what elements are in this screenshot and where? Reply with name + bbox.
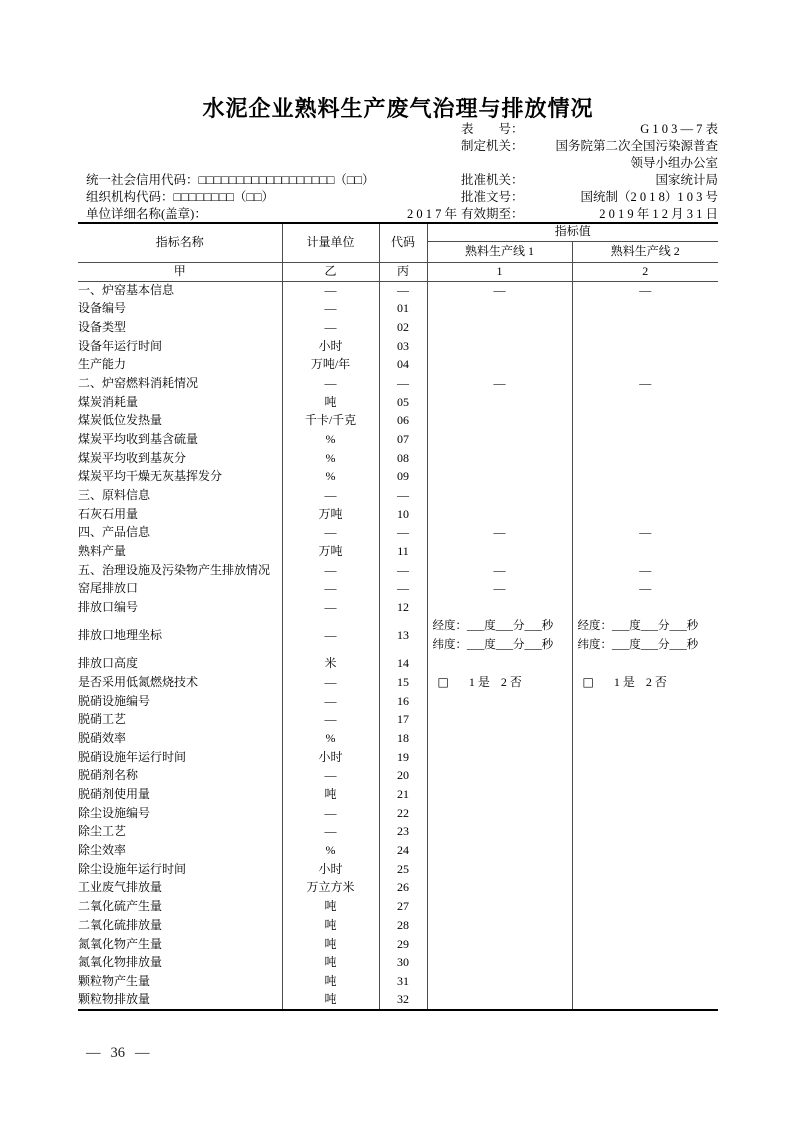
unit-cell: — — [282, 823, 379, 842]
value-cell-line2: — — [572, 524, 718, 543]
unit-cell: 吨 — [282, 393, 379, 412]
meta-label: 批准文号： — [461, 190, 524, 204]
meta-value: G 1 0 3 — 7 表 — [640, 122, 718, 136]
value-cell-line2: — — [572, 561, 718, 580]
page-number — [86, 1045, 160, 1062]
value-cell-line1 — [427, 468, 572, 487]
unit-cell: 吨 — [282, 786, 379, 805]
unit-name-label: 单位详细名称(盖章)： — [86, 207, 207, 221]
table-row — [78, 823, 718, 842]
indicator-name-cell: 煤炭低位发热量 — [78, 413, 163, 428]
indicator-name-cell: 石灰石用量 — [78, 506, 139, 521]
unit-cell: % — [282, 730, 379, 749]
code-cell: 01 — [379, 300, 427, 319]
meta-row — [461, 189, 718, 206]
value-cell-line2 — [572, 767, 718, 786]
unit-name-row — [86, 206, 457, 223]
value-cell-line1 — [427, 916, 572, 935]
unit-cell: — — [282, 711, 379, 730]
unit-cell: 小时 — [282, 748, 379, 767]
indicator-name-cell: 颗粒物排放量 — [78, 992, 151, 1007]
col-header-unit: 计量单位 — [282, 223, 379, 262]
value-cell-line1 — [427, 655, 572, 674]
form-title: 水泥企业熟料生产废气治理与排放情况 — [202, 96, 594, 121]
value-cell-line2 — [572, 954, 718, 973]
longitude-blank: 经度：___度___分___秒 — [577, 620, 699, 633]
indicator-name-cell: 煤炭平均收到基含硫量 — [78, 431, 199, 446]
code-cell: 29 — [379, 935, 427, 954]
checkbox-square-icon: □ — [582, 674, 594, 689]
code-cell: 17 — [379, 711, 427, 730]
code-cell: 09 — [379, 468, 427, 487]
code-cell: — — [379, 374, 427, 393]
key-cell: 乙 — [282, 262, 379, 281]
longitude-blank: 经度：___度___分___秒 — [432, 620, 554, 633]
unit-cell: — — [282, 580, 379, 599]
table-row — [78, 356, 718, 375]
value-cell-line2 — [572, 823, 718, 842]
value-cell-line2 — [572, 786, 718, 805]
code-cell: — — [379, 561, 427, 580]
org-code-boxes: □□□□□□□□（□□） — [173, 190, 275, 204]
code-cell: 04 — [379, 356, 427, 375]
meta-label: 批准机关： — [461, 173, 524, 187]
meta-row — [461, 172, 718, 189]
value-cell-line2 — [572, 991, 718, 1010]
unit-cell: 小时 — [282, 337, 379, 356]
unit-cell: — — [282, 374, 379, 393]
indicator-name-cell: 煤炭消耗量 — [78, 394, 139, 409]
table-row — [78, 860, 718, 879]
indicator-name-cell: 熟料产量 — [78, 544, 127, 559]
unit-cell: — — [282, 599, 379, 618]
unit-cell: — — [282, 487, 379, 506]
code-cell: 31 — [379, 972, 427, 991]
unit-cell: % — [282, 468, 379, 487]
value-cell-line2 — [572, 617, 718, 654]
unit-cell: — — [282, 617, 379, 654]
code-cell: 03 — [379, 337, 427, 356]
code-cell: 16 — [379, 692, 427, 711]
table-row — [78, 767, 718, 786]
col-header-indicator-name: 指标名称 — [78, 223, 282, 262]
value-cell-line2 — [572, 972, 718, 991]
code-cell: 06 — [379, 412, 427, 431]
indicator-name-cell: 二氧化硫排放量 — [78, 917, 163, 932]
table-row — [78, 898, 718, 917]
org-code-label: 组织机构代码： — [86, 190, 174, 204]
unit-cell: 千卡/千克 — [282, 412, 379, 431]
checkbox-square-icon: □ — [437, 674, 449, 689]
table-row — [78, 412, 718, 431]
form-meta-right-block — [461, 121, 718, 223]
code-cell: 11 — [379, 543, 427, 562]
table-row — [78, 393, 718, 412]
unit-cell: 米 — [282, 655, 379, 674]
value-cell-line2 — [572, 599, 718, 618]
table-row — [78, 543, 718, 562]
key-cell: 1 — [427, 262, 572, 281]
value-cell-line1 — [427, 786, 572, 805]
indicator-name-cell: 一、炉窑基本信息 — [78, 282, 175, 297]
table-row — [78, 300, 718, 319]
value-cell-line1: — — [427, 281, 572, 300]
code-cell: — — [379, 487, 427, 506]
table-row — [78, 935, 718, 954]
value-cell-line1 — [427, 860, 572, 879]
unit-cell: — — [282, 318, 379, 337]
table-row — [78, 580, 718, 599]
value-cell-line1 — [427, 318, 572, 337]
unit-cell: 吨 — [282, 916, 379, 935]
value-cell-line2 — [572, 449, 718, 468]
value-cell-line1 — [427, 393, 572, 412]
table-row — [78, 879, 718, 898]
value-cell-line2 — [572, 543, 718, 562]
checkbox-option-yes: 1 是 — [613, 674, 635, 689]
value-cell-line1 — [427, 898, 572, 917]
code-cell: 22 — [379, 804, 427, 823]
key-cell: 甲 — [78, 262, 282, 281]
code-cell: 23 — [379, 823, 427, 842]
value-cell-line2 — [572, 842, 718, 861]
table-row — [78, 804, 718, 823]
report-year: 2 0 1 7 年 — [406, 207, 457, 221]
code-cell: 24 — [379, 842, 427, 861]
table-row — [78, 318, 718, 337]
value-cell-line1 — [427, 804, 572, 823]
indicator-name-cell: 是否采用低氮燃烧技术 — [78, 674, 199, 689]
value-cell-line2 — [572, 711, 718, 730]
value-cell-line2 — [572, 655, 718, 674]
unit-cell: — — [282, 673, 379, 692]
value-cell-line2 — [572, 673, 718, 692]
unit-cell: 吨 — [282, 935, 379, 954]
code-cell: 12 — [379, 599, 427, 618]
indicator-name-cell: 设备编号 — [78, 301, 127, 316]
value-cell-line1: — — [427, 580, 572, 599]
table-row — [78, 916, 718, 935]
value-cell-line2 — [572, 879, 718, 898]
org-code-row — [86, 189, 274, 206]
unit-cell: 吨 — [282, 954, 379, 973]
value-cell-line1 — [427, 972, 572, 991]
code-cell: 08 — [379, 449, 427, 468]
latitude-blank: 纬度：___度___分___秒 — [577, 639, 699, 652]
credit-code-row — [86, 172, 375, 189]
col-header-indicator-value: 指标值 — [427, 223, 718, 241]
value-cell-line2: — — [572, 281, 718, 300]
unit-cell: — — [282, 524, 379, 543]
value-cell-line1 — [427, 505, 572, 524]
checkbox-option-no: 2 否 — [500, 674, 522, 689]
meta-value: 领导小组办公室 — [630, 156, 718, 170]
key-cell: 丙 — [379, 262, 427, 281]
value-cell-line1 — [427, 991, 572, 1010]
code-cell: 25 — [379, 860, 427, 879]
unit-cell: % — [282, 449, 379, 468]
table-row — [78, 972, 718, 991]
meta-label: 表 号： — [461, 122, 524, 136]
code-cell: 21 — [379, 786, 427, 805]
value-cell-line1 — [427, 599, 572, 618]
indicator-name-cell: 脱硝工艺 — [78, 712, 127, 727]
col-header-production-line-1: 熟料生产线 1 — [427, 241, 572, 262]
unit-cell: % — [282, 842, 379, 861]
value-cell-line1 — [427, 730, 572, 749]
value-cell-line1 — [427, 337, 572, 356]
table-row — [78, 748, 718, 767]
table-row — [78, 786, 718, 805]
table-row — [78, 468, 718, 487]
indicator-name-cell: 设备类型 — [78, 319, 127, 334]
col-header-production-line-2: 熟料生产线 2 — [572, 241, 718, 262]
value-cell-line2 — [572, 337, 718, 356]
indicator-name-cell: 颗粒物产生量 — [78, 973, 151, 988]
indicator-name-cell: 脱硝剂使用量 — [78, 787, 151, 802]
value-cell-line1 — [427, 617, 572, 654]
meta-value: 2 0 1 9 年 1 2 月 3 1 日 — [599, 207, 718, 221]
meta-value: 国统制（2 0 1 8）1 0 3 号 — [580, 190, 718, 204]
value-cell-line1 — [427, 842, 572, 861]
table-row — [78, 599, 718, 618]
meta-row — [461, 138, 718, 155]
code-cell: 28 — [379, 916, 427, 935]
value-cell-line1 — [427, 935, 572, 954]
meta-value: 国务院第二次全国污染源普查 — [555, 139, 718, 153]
code-cell: 13 — [379, 617, 427, 654]
value-cell-line1: — — [427, 561, 572, 580]
value-cell-line1 — [427, 748, 572, 767]
page-number-left-dash: — — [86, 1045, 101, 1061]
meta-value: 国家统计局 — [655, 173, 718, 187]
table-row — [78, 431, 718, 450]
indicator-name-cell: 二氧化硫产生量 — [78, 899, 163, 914]
checkbox-option-yes: 1 是 — [468, 674, 490, 689]
indicator-name-cell: 生产能力 — [78, 357, 127, 372]
code-cell: 10 — [379, 505, 427, 524]
value-cell-line2 — [572, 487, 718, 506]
code-cell: — — [379, 580, 427, 599]
col-header-code: 代码 — [379, 223, 427, 262]
unit-cell: — — [282, 767, 379, 786]
value-cell-line1 — [427, 431, 572, 450]
table-row — [78, 655, 718, 674]
table-row — [78, 487, 718, 506]
indicator-name-cell: 脱硝剂名称 — [78, 768, 139, 783]
unit-cell: 万立方米 — [282, 879, 379, 898]
value-cell-line1: — — [427, 524, 572, 543]
indicator-name-cell: 除尘效率 — [78, 843, 127, 858]
code-cell: 19 — [379, 748, 427, 767]
table-row — [78, 711, 718, 730]
indicator-name-cell: 五、治理设施及污染物产生排放情况 — [78, 562, 271, 577]
table-row — [78, 692, 718, 711]
value-cell-line1 — [427, 767, 572, 786]
unit-cell: — — [282, 561, 379, 580]
code-cell: — — [379, 524, 427, 543]
unit-cell: 万吨/年 — [282, 356, 379, 375]
meta-row — [461, 206, 718, 223]
indicator-name-cell: 排放口高度 — [78, 656, 139, 671]
unit-cell: — — [282, 692, 379, 711]
indicator-name-cell: 排放口编号 — [78, 600, 139, 615]
value-cell-line2 — [572, 748, 718, 767]
value-cell-line2 — [572, 393, 718, 412]
table-row — [78, 505, 718, 524]
value-cell-line2 — [572, 356, 718, 375]
value-cell-line2 — [572, 505, 718, 524]
indicator-name-cell: 除尘设施年运行时间 — [78, 861, 187, 876]
table-row — [78, 337, 718, 356]
value-cell-line1 — [427, 543, 572, 562]
checkbox-option-no: 2 否 — [645, 674, 667, 689]
table-row — [78, 673, 718, 692]
value-cell-line2 — [572, 468, 718, 487]
indicator-name-cell: 煤炭平均干燥无灰基挥发分 — [78, 469, 223, 484]
value-cell-line1 — [427, 449, 572, 468]
indicator-name-cell: 氮氧化物产生量 — [78, 936, 163, 951]
unit-cell: 吨 — [282, 898, 379, 917]
code-cell: 20 — [379, 767, 427, 786]
meta-row — [461, 155, 718, 172]
value-cell-line1 — [427, 692, 572, 711]
indicator-name-cell: 除尘工艺 — [78, 824, 127, 839]
unit-cell: — — [282, 281, 379, 300]
table-row — [78, 561, 718, 580]
indicator-name-cell: 脱硝设施年运行时间 — [78, 749, 187, 764]
value-cell-line1: — — [427, 374, 572, 393]
table-row — [78, 617, 718, 654]
code-cell: 18 — [379, 730, 427, 749]
value-cell-line2 — [572, 318, 718, 337]
indicator-name-cell: 三、原料信息 — [78, 488, 151, 502]
table-row — [78, 842, 718, 861]
indicator-name-cell: 氮氧化物排放量 — [78, 955, 163, 970]
indicator-name-cell: 煤炭平均收到基灰分 — [78, 450, 187, 465]
value-cell-line2: — — [572, 374, 718, 393]
code-cell: 15 — [379, 673, 427, 692]
indicator-name-cell: 窑尾排放口 — [78, 581, 139, 596]
value-cell-line1 — [427, 300, 572, 319]
value-cell-line2 — [572, 730, 718, 749]
table-row — [78, 524, 718, 543]
unit-cell: 吨 — [282, 972, 379, 991]
page-number-value: 36 — [110, 1045, 125, 1061]
value-cell-line2 — [572, 898, 718, 917]
table-row — [78, 281, 718, 300]
code-cell: 07 — [379, 431, 427, 450]
unit-cell: — — [282, 300, 379, 319]
table-row — [78, 954, 718, 973]
value-cell-line2: — — [572, 580, 718, 599]
unit-cell: 万吨 — [282, 543, 379, 562]
value-cell-line1 — [427, 879, 572, 898]
value-cell-line1 — [427, 711, 572, 730]
table-row — [78, 730, 718, 749]
code-cell: 32 — [379, 991, 427, 1010]
code-cell: 30 — [379, 954, 427, 973]
credit-code-label: 统一社会信用代码： — [86, 173, 199, 187]
value-cell-line2 — [572, 412, 718, 431]
code-cell: 02 — [379, 318, 427, 337]
value-cell-line1 — [427, 954, 572, 973]
table-row — [78, 374, 718, 393]
table-row — [78, 991, 718, 1010]
code-cell: 26 — [379, 879, 427, 898]
value-cell-line1 — [427, 356, 572, 375]
key-cell: 2 — [572, 262, 718, 281]
unit-cell: 万吨 — [282, 505, 379, 524]
meta-label: 制定机关： — [461, 139, 524, 153]
unit-cell: 吨 — [282, 991, 379, 1010]
unit-cell: 小时 — [282, 860, 379, 879]
indicator-table — [78, 222, 718, 1011]
value-cell-line2 — [572, 300, 718, 319]
value-cell-line1 — [427, 823, 572, 842]
code-cell: — — [379, 281, 427, 300]
indicator-name-cell: 四、产品信息 — [78, 525, 151, 540]
value-cell-line2 — [572, 692, 718, 711]
indicator-name-cell: 二、炉窑燃料消耗情况 — [78, 375, 199, 390]
code-cell: 14 — [379, 655, 427, 674]
indicator-name-cell: 除尘设施编号 — [78, 805, 151, 820]
credit-code-boxes: □□□□□□□□□□□□□□□□□□（□□） — [198, 173, 375, 187]
code-cell: 27 — [379, 898, 427, 917]
indicator-name-cell: 工业废气排放量 — [78, 880, 163, 895]
indicator-name-cell: 脱硝效率 — [78, 730, 127, 745]
latitude-blank: 纬度：___度___分___秒 — [432, 639, 554, 652]
value-cell-line1 — [427, 673, 572, 692]
code-cell: 05 — [379, 393, 427, 412]
page-number-right-dash: — — [135, 1045, 150, 1061]
indicator-name-cell: 设备年运行时间 — [78, 338, 163, 353]
value-cell-line1 — [427, 412, 572, 431]
table-row — [78, 449, 718, 468]
indicator-name-cell: 脱硝设施编号 — [78, 693, 151, 708]
value-cell-line2 — [572, 431, 718, 450]
value-cell-line2 — [572, 916, 718, 935]
value-cell-line2 — [572, 935, 718, 954]
meta-label: 有效期至： — [461, 207, 524, 221]
value-cell-line2 — [572, 860, 718, 879]
unit-cell: — — [282, 804, 379, 823]
unit-cell: % — [282, 431, 379, 450]
value-cell-line1 — [427, 487, 572, 506]
value-cell-line2 — [572, 804, 718, 823]
indicator-name-cell: 排放口地理坐标 — [78, 628, 163, 643]
meta-row — [461, 121, 718, 138]
